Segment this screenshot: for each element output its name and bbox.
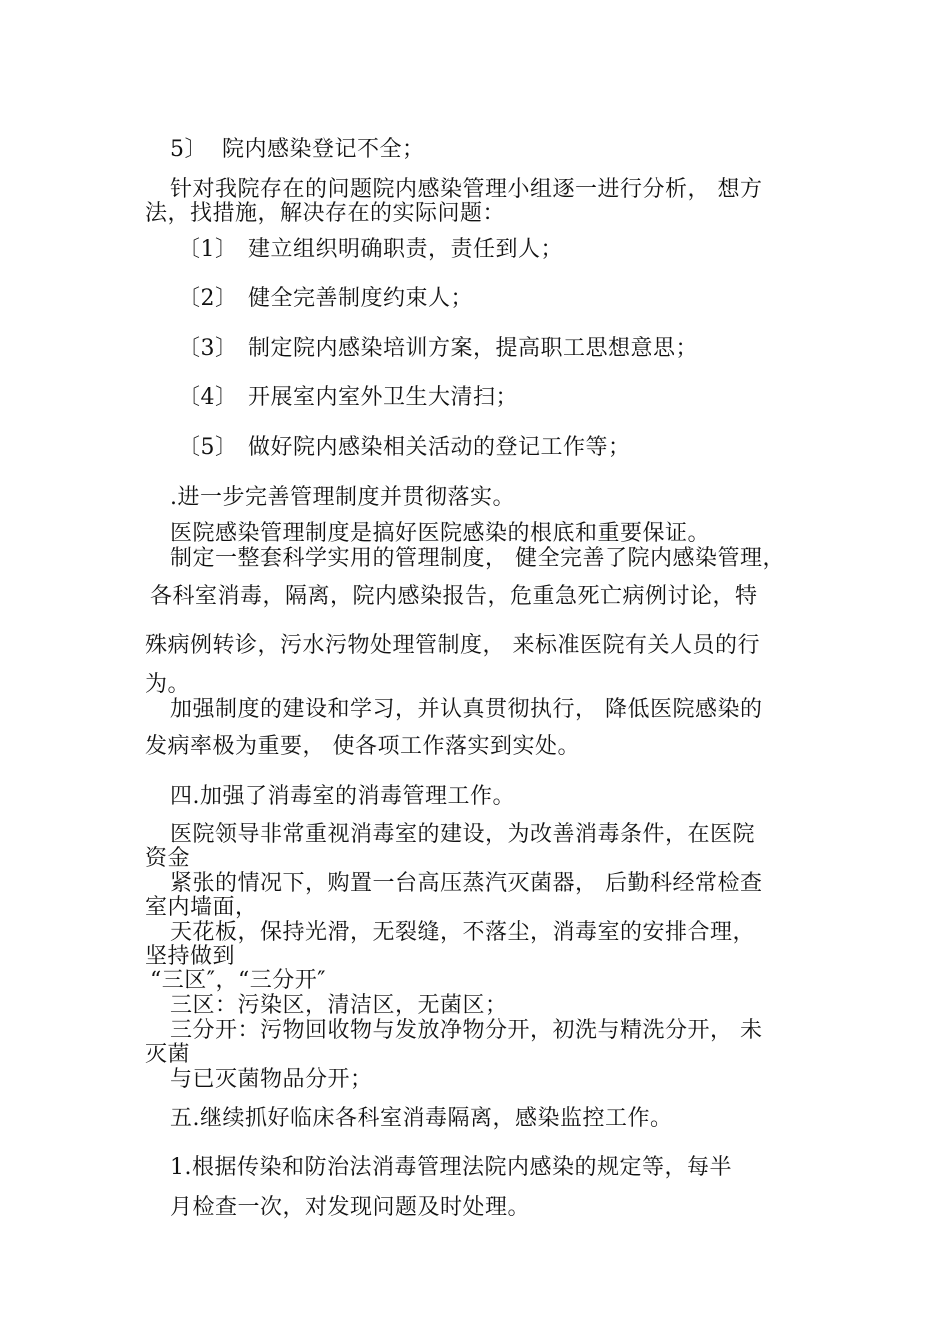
list-text: 院内感染登记不全； [222,137,425,162]
list-item-2 [178,286,473,312]
list-text: 做好院内感染相关活动的登记工作等； [248,435,631,460]
paragraph-line: 制定一整套科学实用的管理制度， 健全完善了院内感染管理， [170,546,785,571]
paragraph-line: 殊病例转诊，污水污物处理管制度， 来标准医院有关人员的行 [145,633,760,658]
list-text: 开展室内室外卫生大清扫； [248,385,519,410]
list-text: 建立组织明确职责，责任到人； [248,237,564,262]
list-item-1 [178,237,563,263]
paragraph-line: 针对我院存在的问题院内感染管理小组逐一进行分析， 想方 [170,177,763,202]
paragraph-line: 发病率极为重要， 使各项工作落实到实处。 [145,734,580,759]
paragraph-line: 紧张的情况下，购置一台高压蒸汽灭菌器， 后勤科经常检查 [170,871,763,896]
paragraph-line: 医院感染管理制度是搞好医院感染的根底和重要保证。 [170,521,711,546]
list-number: 〔2〕 [178,286,238,311]
list-number: 〔4〕 [178,385,238,410]
paragraph-line: “三区″，“三分开″ [150,968,326,993]
paragraph-line: 天花板，保持光滑，无裂缝，不落尘，消毒室的安排合理， [170,920,756,945]
section-heading: .进一步完善管理制度并贯彻落实。 [170,485,515,510]
paragraph-line: 坚持做到 [145,944,236,969]
paragraph-line: 三区：污染区，清洁区，无菌区； [170,993,508,1018]
paragraph-line: 月检查一次，对发现问题及时处理。 [170,1195,531,1220]
list-item-3 [178,336,698,362]
paragraph-line: 1.根据传染和防治法消毒管理法院内感染的规定等，每半 [170,1155,732,1180]
list-number: 5〕 [170,137,207,162]
list-item-5 [170,137,425,163]
section-heading: 四.加强了消毒室的消毒管理工作。 [170,784,515,809]
list-text: 制定院内感染培训方案，提高职工思想意思； [248,336,699,361]
paragraph-line: 医院领导非常重视消毒室的建设，为改善消毒条件，在医院 [170,822,756,847]
paragraph-line: 灭菌 [145,1042,191,1067]
paragraph-line: 各科室消毒，隔离，院内感染报告，危重急死亡病例讨论，特 [150,584,758,609]
paragraph-line: 三分开：污物回收物与发放净物分开，初洗与精洗分开， 未 [170,1018,763,1043]
list-item-4 [178,385,518,411]
paragraph-line: 与已灭菌物品分开； [170,1067,373,1092]
paragraph-line: 法，找措施，解决存在的实际问题： [145,201,506,226]
paragraph-line: 资金 [145,846,191,871]
list-text: 健全完善制度约束人； [248,286,474,311]
paragraph-line: 加强制度的建设和学习，并认真贯彻执行， 降低医院感染的 [170,697,763,722]
paragraph-line: 为。 [145,672,191,697]
list-number: 〔3〕 [178,336,238,361]
section-heading: 五.继续抓好临床各科室消毒隔离，感染监控工作。 [170,1106,673,1131]
list-item-5b [178,435,631,461]
list-number: 〔5〕 [178,435,238,460]
paragraph-line: 室内墙面， [145,895,258,920]
list-number: 〔1〕 [178,237,238,262]
